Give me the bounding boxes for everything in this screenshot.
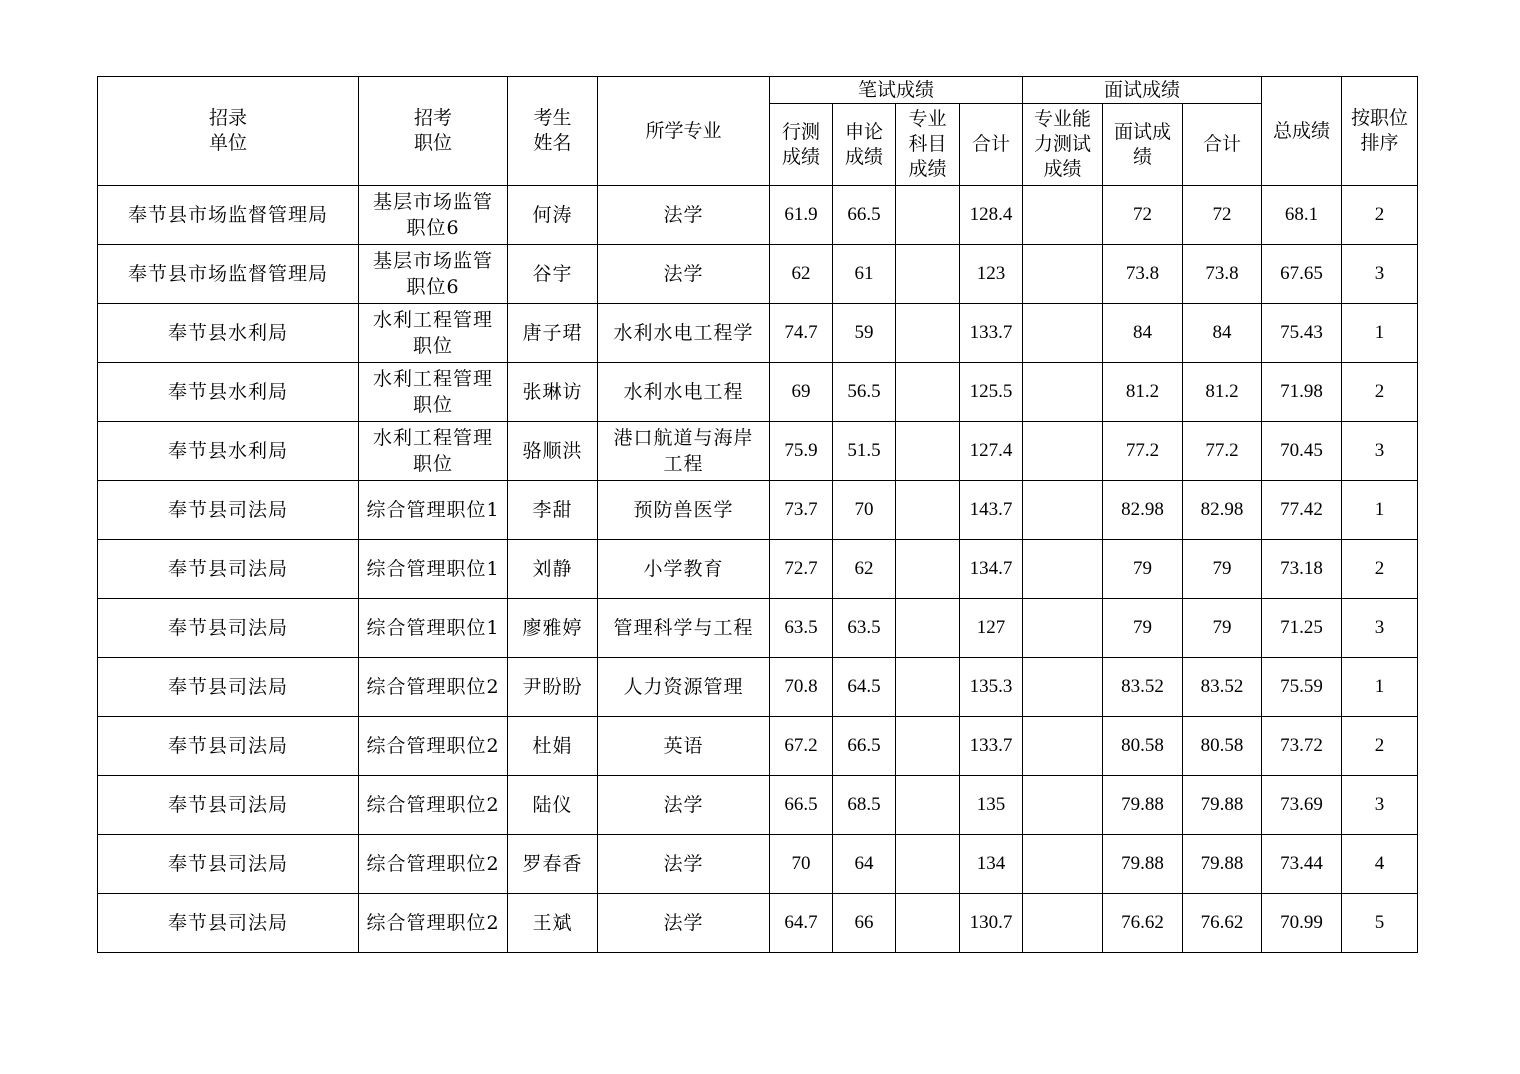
cell-major-text: 法学 bbox=[663, 263, 704, 285]
table-row bbox=[98, 835, 1418, 894]
cell-xingce: 64.7 bbox=[770, 894, 833, 953]
cell-total: 71.25 bbox=[1262, 599, 1342, 658]
cell-name: 杜娟 bbox=[508, 717, 598, 776]
cell-name: 廖雅婷 bbox=[508, 599, 598, 658]
table-row bbox=[98, 717, 1418, 776]
cell-shenlun: 61 bbox=[833, 245, 896, 304]
cell-position-text: 综合管理职位2 bbox=[366, 676, 500, 698]
cell-position-text: 综合管理职位1 bbox=[366, 499, 500, 521]
cell-interview-total: 80.58 bbox=[1183, 717, 1262, 776]
cell-ability bbox=[1023, 894, 1103, 953]
cell-written-total: 133.7 bbox=[960, 717, 1023, 776]
cell-professional bbox=[896, 481, 960, 540]
cell-interview-total: 79 bbox=[1183, 540, 1262, 599]
cell-unit: 奉节县司法局 bbox=[98, 658, 359, 717]
cell-shenlun: 56.5 bbox=[833, 363, 896, 422]
cell-unit: 奉节县水利局 bbox=[98, 304, 359, 363]
cell-professional bbox=[896, 363, 960, 422]
cell-interview: 77.2 bbox=[1103, 422, 1183, 481]
cell-total: 70.45 bbox=[1262, 422, 1342, 481]
table-body bbox=[98, 186, 1418, 953]
cell-professional bbox=[896, 894, 960, 953]
cell-position bbox=[359, 658, 508, 717]
cell-rank: 2 bbox=[1342, 717, 1418, 776]
cell-xingce: 69 bbox=[770, 363, 833, 422]
cell-name: 何涛 bbox=[508, 186, 598, 245]
cell-interview-total: 72 bbox=[1183, 186, 1262, 245]
cell-name: 尹盼盼 bbox=[508, 658, 598, 717]
cell-unit: 奉节县司法局 bbox=[98, 717, 359, 776]
cell-professional bbox=[896, 776, 960, 835]
cell-interview: 76.62 bbox=[1103, 894, 1183, 953]
table-row bbox=[98, 186, 1418, 245]
cell-unit: 奉节县水利局 bbox=[98, 363, 359, 422]
cell-major bbox=[598, 422, 770, 481]
cell-total: 70.99 bbox=[1262, 894, 1342, 953]
header-interview-group: 面试成绩 bbox=[1023, 77, 1262, 104]
cell-xingce: 72.7 bbox=[770, 540, 833, 599]
cell-rank: 2 bbox=[1342, 363, 1418, 422]
header-xingce: 行测 成绩 bbox=[770, 104, 833, 186]
cell-unit: 奉节县水利局 bbox=[98, 422, 359, 481]
cell-major bbox=[598, 658, 770, 717]
cell-unit: 奉节县司法局 bbox=[98, 481, 359, 540]
cell-position bbox=[359, 245, 508, 304]
cell-interview: 79.88 bbox=[1103, 835, 1183, 894]
cell-total: 71.98 bbox=[1262, 363, 1342, 422]
cell-xingce: 74.7 bbox=[770, 304, 833, 363]
cell-xingce: 73.7 bbox=[770, 481, 833, 540]
cell-xingce: 67.2 bbox=[770, 717, 833, 776]
cell-major bbox=[598, 599, 770, 658]
cell-major-text: 管理科学与工程 bbox=[613, 617, 754, 639]
cell-shenlun: 64.5 bbox=[833, 658, 896, 717]
cell-name: 谷宇 bbox=[508, 245, 598, 304]
cell-total: 73.72 bbox=[1262, 717, 1342, 776]
cell-position-text: 综合管理职位2 bbox=[366, 912, 500, 934]
cell-shenlun: 70 bbox=[833, 481, 896, 540]
cell-rank: 5 bbox=[1342, 894, 1418, 953]
cell-shenlun: 51.5 bbox=[833, 422, 896, 481]
cell-position-text: 水利工程管理 职位 bbox=[372, 368, 493, 416]
table-row bbox=[98, 363, 1418, 422]
cell-interview: 82.98 bbox=[1103, 481, 1183, 540]
cell-written-total: 135 bbox=[960, 776, 1023, 835]
cell-position bbox=[359, 186, 508, 245]
header-ability-test: 专业能 力测试 成绩 bbox=[1023, 104, 1103, 186]
cell-total: 77.42 bbox=[1262, 481, 1342, 540]
cell-major bbox=[598, 776, 770, 835]
cell-major-text: 水利水电工程学 bbox=[613, 322, 754, 344]
cell-unit: 奉节县市场监督管理局 bbox=[98, 245, 359, 304]
cell-ability bbox=[1023, 186, 1103, 245]
cell-professional bbox=[896, 835, 960, 894]
cell-rank: 1 bbox=[1342, 304, 1418, 363]
cell-professional bbox=[896, 304, 960, 363]
cell-position bbox=[359, 776, 508, 835]
cell-professional bbox=[896, 599, 960, 658]
cell-xingce: 70 bbox=[770, 835, 833, 894]
cell-interview: 72 bbox=[1103, 186, 1183, 245]
cell-major bbox=[598, 363, 770, 422]
cell-rank: 3 bbox=[1342, 422, 1418, 481]
cell-position bbox=[359, 363, 508, 422]
cell-shenlun: 66 bbox=[833, 894, 896, 953]
cell-rank: 2 bbox=[1342, 540, 1418, 599]
table-row bbox=[98, 422, 1418, 481]
header-rank: 按职位 排序 bbox=[1342, 77, 1418, 186]
cell-rank: 3 bbox=[1342, 245, 1418, 304]
cell-major bbox=[598, 540, 770, 599]
cell-professional bbox=[896, 245, 960, 304]
cell-major-text: 小学教育 bbox=[643, 558, 724, 580]
cell-written-total: 130.7 bbox=[960, 894, 1023, 953]
cell-major bbox=[598, 717, 770, 776]
cell-rank: 1 bbox=[1342, 481, 1418, 540]
cell-interview-total: 77.2 bbox=[1183, 422, 1262, 481]
header-interview-score: 面试成 绩 bbox=[1103, 104, 1183, 186]
cell-written-total: 127 bbox=[960, 599, 1023, 658]
cell-major bbox=[598, 304, 770, 363]
header-shenlun: 申论 成绩 bbox=[833, 104, 896, 186]
cell-position-text: 综合管理职位2 bbox=[366, 735, 500, 757]
cell-ability bbox=[1023, 422, 1103, 481]
cell-interview-total: 79.88 bbox=[1183, 835, 1262, 894]
cell-xingce: 61.9 bbox=[770, 186, 833, 245]
cell-position bbox=[359, 304, 508, 363]
table-row bbox=[98, 599, 1418, 658]
table-row bbox=[98, 245, 1418, 304]
cell-professional bbox=[896, 540, 960, 599]
cell-position bbox=[359, 717, 508, 776]
cell-interview-total: 83.52 bbox=[1183, 658, 1262, 717]
cell-xingce: 62 bbox=[770, 245, 833, 304]
cell-written-total: 125.5 bbox=[960, 363, 1023, 422]
cell-major-text: 法学 bbox=[663, 853, 704, 875]
cell-position-text: 基层市场监管 职位6 bbox=[372, 191, 493, 239]
cell-position-text: 水利工程管理 职位 bbox=[372, 309, 493, 357]
cell-name: 李甜 bbox=[508, 481, 598, 540]
cell-written-total: 134.7 bbox=[960, 540, 1023, 599]
cell-unit: 奉节县司法局 bbox=[98, 776, 359, 835]
header-interview-subtotal: 合计 bbox=[1183, 104, 1262, 186]
cell-shenlun: 63.5 bbox=[833, 599, 896, 658]
cell-written-total: 123 bbox=[960, 245, 1023, 304]
cell-total: 67.65 bbox=[1262, 245, 1342, 304]
table-header bbox=[98, 77, 1418, 186]
cell-total: 75.43 bbox=[1262, 304, 1342, 363]
cell-shenlun: 68.5 bbox=[833, 776, 896, 835]
header-professional-subject: 专业 科目 成绩 bbox=[896, 104, 960, 186]
cell-position bbox=[359, 422, 508, 481]
cell-position bbox=[359, 894, 508, 953]
cell-interview: 79 bbox=[1103, 540, 1183, 599]
cell-name: 王斌 bbox=[508, 894, 598, 953]
cell-written-total: 133.7 bbox=[960, 304, 1023, 363]
cell-interview-total: 79.88 bbox=[1183, 776, 1262, 835]
cell-total: 68.1 bbox=[1262, 186, 1342, 245]
cell-position bbox=[359, 835, 508, 894]
cell-position-text: 综合管理职位2 bbox=[366, 853, 500, 875]
cell-ability bbox=[1023, 835, 1103, 894]
cell-written-total: 143.7 bbox=[960, 481, 1023, 540]
cell-xingce: 66.5 bbox=[770, 776, 833, 835]
header-position: 招考 职位 bbox=[359, 77, 508, 186]
cell-interview-total: 81.2 bbox=[1183, 363, 1262, 422]
cell-written-total: 128.4 bbox=[960, 186, 1023, 245]
cell-interview-total: 73.8 bbox=[1183, 245, 1262, 304]
cell-shenlun: 64 bbox=[833, 835, 896, 894]
table-row bbox=[98, 776, 1418, 835]
cell-name: 唐子珺 bbox=[508, 304, 598, 363]
cell-ability bbox=[1023, 540, 1103, 599]
cell-professional bbox=[896, 186, 960, 245]
cell-interview: 79.88 bbox=[1103, 776, 1183, 835]
cell-major-text: 法学 bbox=[663, 204, 704, 226]
cell-professional bbox=[896, 658, 960, 717]
cell-unit: 奉节县司法局 bbox=[98, 835, 359, 894]
table-row bbox=[98, 540, 1418, 599]
cell-position-text: 综合管理职位1 bbox=[366, 617, 500, 639]
table-row bbox=[98, 894, 1418, 953]
cell-rank: 1 bbox=[1342, 658, 1418, 717]
cell-ability bbox=[1023, 304, 1103, 363]
cell-interview: 83.52 bbox=[1103, 658, 1183, 717]
cell-total: 75.59 bbox=[1262, 658, 1342, 717]
cell-position bbox=[359, 599, 508, 658]
table-row bbox=[98, 481, 1418, 540]
table-row bbox=[98, 304, 1418, 363]
cell-xingce: 63.5 bbox=[770, 599, 833, 658]
table-row bbox=[98, 658, 1418, 717]
cell-written-total: 135.3 bbox=[960, 658, 1023, 717]
cell-interview: 80.58 bbox=[1103, 717, 1183, 776]
cell-position bbox=[359, 540, 508, 599]
cell-written-total: 134 bbox=[960, 835, 1023, 894]
cell-name: 刘静 bbox=[508, 540, 598, 599]
cell-unit: 奉节县司法局 bbox=[98, 894, 359, 953]
cell-shenlun: 62 bbox=[833, 540, 896, 599]
cell-interview: 73.8 bbox=[1103, 245, 1183, 304]
cell-major-text: 港口航道与海岸 工程 bbox=[613, 427, 754, 475]
cell-unit: 奉节县司法局 bbox=[98, 540, 359, 599]
cell-rank: 2 bbox=[1342, 186, 1418, 245]
cell-position-text: 水利工程管理 职位 bbox=[372, 427, 493, 475]
cell-professional bbox=[896, 717, 960, 776]
cell-major-text: 英语 bbox=[663, 735, 704, 757]
cell-unit: 奉节县市场监督管理局 bbox=[98, 186, 359, 245]
cell-total: 73.44 bbox=[1262, 835, 1342, 894]
cell-major-text: 人力资源管理 bbox=[623, 676, 744, 698]
cell-name: 骆顺洪 bbox=[508, 422, 598, 481]
cell-interview-total: 76.62 bbox=[1183, 894, 1262, 953]
cell-position-text: 基层市场监管 职位6 bbox=[372, 250, 493, 298]
cell-position-text: 综合管理职位1 bbox=[366, 558, 500, 580]
cell-position bbox=[359, 481, 508, 540]
cell-interview-total: 79 bbox=[1183, 599, 1262, 658]
cell-rank: 3 bbox=[1342, 776, 1418, 835]
cell-name: 张琳访 bbox=[508, 363, 598, 422]
header-total: 总成绩 bbox=[1262, 77, 1342, 186]
cell-position-text: 综合管理职位2 bbox=[366, 794, 500, 816]
cell-name: 陆仪 bbox=[508, 776, 598, 835]
cell-major bbox=[598, 186, 770, 245]
cell-xingce: 75.9 bbox=[770, 422, 833, 481]
cell-interview: 79 bbox=[1103, 599, 1183, 658]
header-written-subtotal: 合计 bbox=[960, 104, 1023, 186]
cell-major-text: 法学 bbox=[663, 912, 704, 934]
cell-shenlun: 66.5 bbox=[833, 186, 896, 245]
cell-rank: 3 bbox=[1342, 599, 1418, 658]
cell-major-text: 法学 bbox=[663, 794, 704, 816]
cell-ability bbox=[1023, 599, 1103, 658]
cell-ability bbox=[1023, 776, 1103, 835]
header-name: 考生 姓名 bbox=[508, 77, 598, 186]
cell-shenlun: 66.5 bbox=[833, 717, 896, 776]
cell-written-total: 127.4 bbox=[960, 422, 1023, 481]
cell-unit: 奉节县司法局 bbox=[98, 599, 359, 658]
cell-ability bbox=[1023, 717, 1103, 776]
cell-rank: 4 bbox=[1342, 835, 1418, 894]
cell-ability bbox=[1023, 245, 1103, 304]
cell-major-text: 水利水电工程 bbox=[623, 381, 744, 403]
header-major: 所学专业 bbox=[598, 77, 770, 186]
cell-major bbox=[598, 481, 770, 540]
cell-ability bbox=[1023, 481, 1103, 540]
cell-total: 73.69 bbox=[1262, 776, 1342, 835]
score-table bbox=[97, 76, 1418, 953]
cell-professional bbox=[896, 422, 960, 481]
cell-major-text: 预防兽医学 bbox=[633, 499, 734, 521]
header-written-group: 笔试成绩 bbox=[770, 77, 1023, 104]
cell-major bbox=[598, 245, 770, 304]
cell-ability bbox=[1023, 363, 1103, 422]
cell-ability bbox=[1023, 658, 1103, 717]
cell-interview-total: 82.98 bbox=[1183, 481, 1262, 540]
cell-name: 罗春香 bbox=[508, 835, 598, 894]
cell-major bbox=[598, 835, 770, 894]
header-unit: 招录 单位 bbox=[98, 77, 359, 186]
cell-interview: 81.2 bbox=[1103, 363, 1183, 422]
cell-interview-total: 84 bbox=[1183, 304, 1262, 363]
cell-total: 73.18 bbox=[1262, 540, 1342, 599]
cell-major bbox=[598, 894, 770, 953]
cell-shenlun: 59 bbox=[833, 304, 896, 363]
cell-interview: 84 bbox=[1103, 304, 1183, 363]
cell-xingce: 70.8 bbox=[770, 658, 833, 717]
